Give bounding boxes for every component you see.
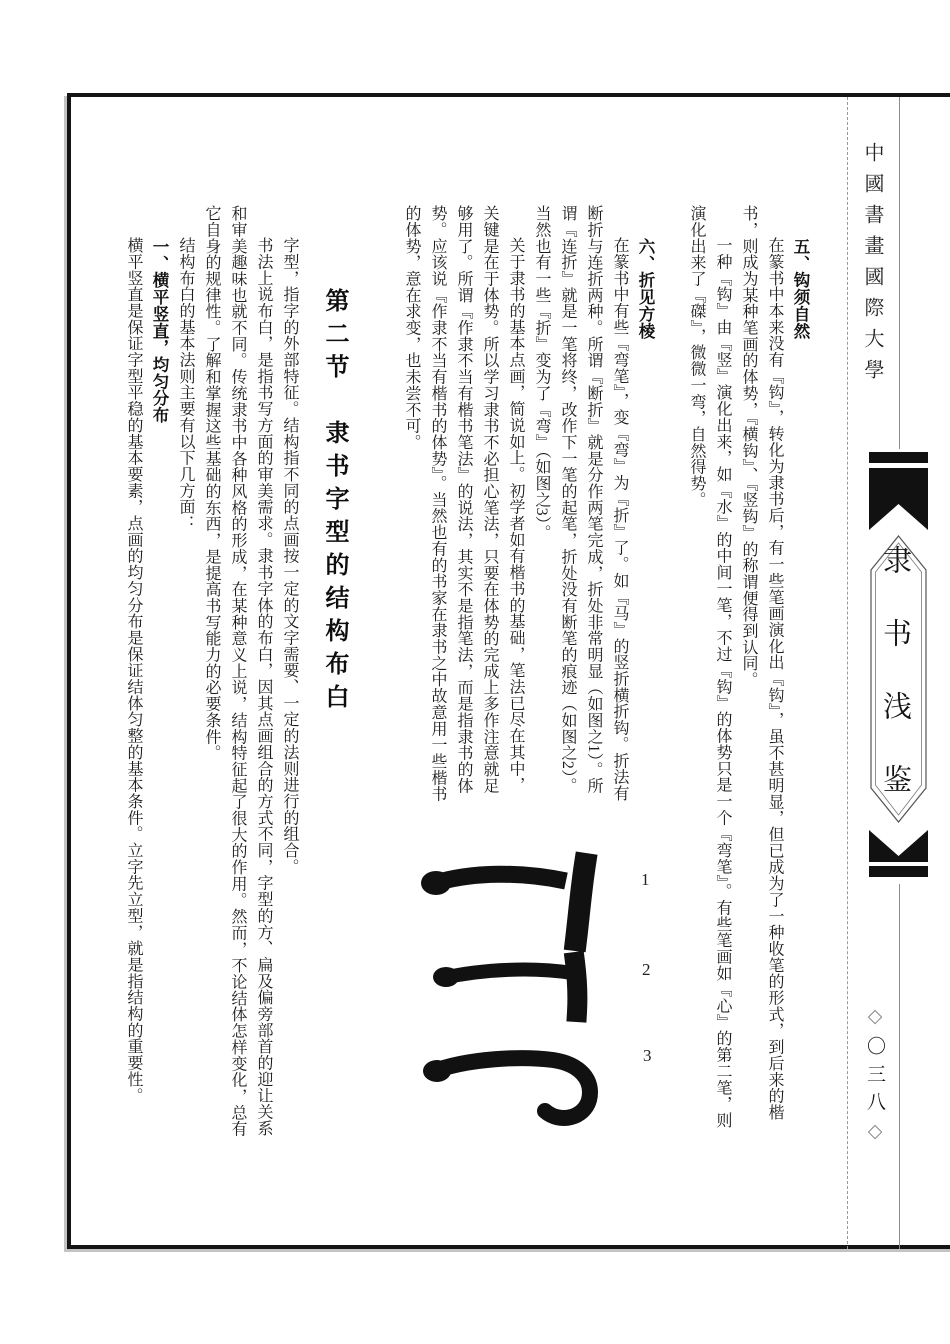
section-2-paragraph-3: 结构布白的基本法则主要有以下几方面： bbox=[177, 237, 194, 532]
section-folds-square bbox=[396, 205, 658, 802]
broken-fold-stroke bbox=[421, 864, 585, 940]
margin-rule-outer-top bbox=[899, 97, 900, 449]
figure-label-2: 2 bbox=[642, 960, 651, 979]
folio-diamond-top: ◇ bbox=[864, 1005, 885, 1036]
masthead-university-name: 中國書畫國際大學 bbox=[861, 142, 883, 390]
emblem-bottom-bar bbox=[869, 866, 928, 877]
section-2-paragraph-1: 字型，指字的外部特征。结构指不同的点画按一定的文字需要、一定的法则进行的组合。 bbox=[281, 237, 298, 875]
brush-strokes-image bbox=[398, 850, 698, 1150]
emblem-top-ribbon bbox=[869, 468, 928, 530]
emblem-top-bar bbox=[869, 452, 928, 463]
section-6-paragraph-1: 在篆书中有些『弯笔』，变『弯』为『折』了。如『马』的竖折横折钩。折法有断折与连折两种。所谓『断折』就是分作两笔完成，折处非常明显（如图之1）。所谓『连折』就是一笔将终，改作下一笔的起笔，折处没有断笔的痕迹（如图之2）。当然也有一些『折』变为了『弯』（如图之3）。 bbox=[533, 205, 628, 802]
folio-page-number bbox=[861, 1005, 888, 1151]
section-6-paragraph-2: 关于隶书的基本点画，简说如上。初学者如有楷书的基础，笔法已尽在其中，关键是在于体势。所以学习隶书不必担心笔法，只要在体势的完成上多作注意就足够用了。所谓『作隶不当有楷书笔法』的说法，其实不是指笔法，而是指隶书的体势。应该说『作隶不当有楷书的体势』。当然也有的书家在隶书之中故意用一些楷书的体势，意在求变，也未尝不可。 bbox=[403, 205, 524, 802]
heading-subsection-1: 一、横平竖直，均匀分布 bbox=[150, 238, 169, 424]
section-structure-layout bbox=[97, 205, 363, 1137]
heading-section-6: 六、折见方棱 bbox=[636, 238, 655, 340]
margin-rule-inner bbox=[847, 97, 848, 1249]
emblem-book-title: 隶书浅鉴 bbox=[879, 545, 911, 837]
subsection-1-paragraph-1: 横平竖直是保证字型平稳的基本要素，点画的均匀分布是保证结体匀整的基本条件。立字先立型，就是指结构的重要性。 bbox=[125, 237, 142, 1104]
folio-number: 〇三八 bbox=[864, 1036, 885, 1120]
section-5-paragraph-2: 一种『钩』由『竖』演化出来，如『水』的中间一笔，不过『钩』的体势只是一个『弯笔』。有些笔画如『心』的第二笔，则演化出来了『磔』，微微一弯，自然得势。 bbox=[688, 205, 731, 1129]
heading-chapter-section-2: 第二节 隶书字型的结构布白 bbox=[321, 288, 347, 717]
figure-label-3: 3 bbox=[643, 1046, 652, 1065]
heading-section-5: 五、钩须自然 bbox=[791, 238, 810, 340]
stroke-figure bbox=[398, 850, 698, 1150]
section-5-paragraph-1: 在篆书中本来没有『钩』，转化为隶书后，有一些笔画演化出『钩』，虽不甚明显，但已成为了一种收笔的形式，到后来的楷书，则成为某种笔画的体势，『横钩』、『竖钩』的称谓便得到认同。 bbox=[740, 205, 783, 1121]
connected-fold-stroke bbox=[433, 962, 577, 1012]
bend-hook-stroke bbox=[423, 1058, 590, 1118]
section-2-paragraph-2: 书法上说布白，是指书写方面的审美需求。隶书字体的布白，因其点画组合的方式不同，字型的方、扁及偏旁部首的迎让关系和审美趣味也就不同。传统隶书中各种风格的形成，在某种意义上说，结构特征起了很大的作用。然而，不论结体怎样变化，总有它自身的规律性。了解和掌握这些基础的东西，是提高书写能力的必要条件。 bbox=[203, 205, 272, 1137]
figure-label-1: 1 bbox=[641, 870, 650, 889]
margin-rule-outer-bottom bbox=[899, 884, 900, 1249]
folio-diamond-bottom: ◇ bbox=[864, 1120, 885, 1151]
